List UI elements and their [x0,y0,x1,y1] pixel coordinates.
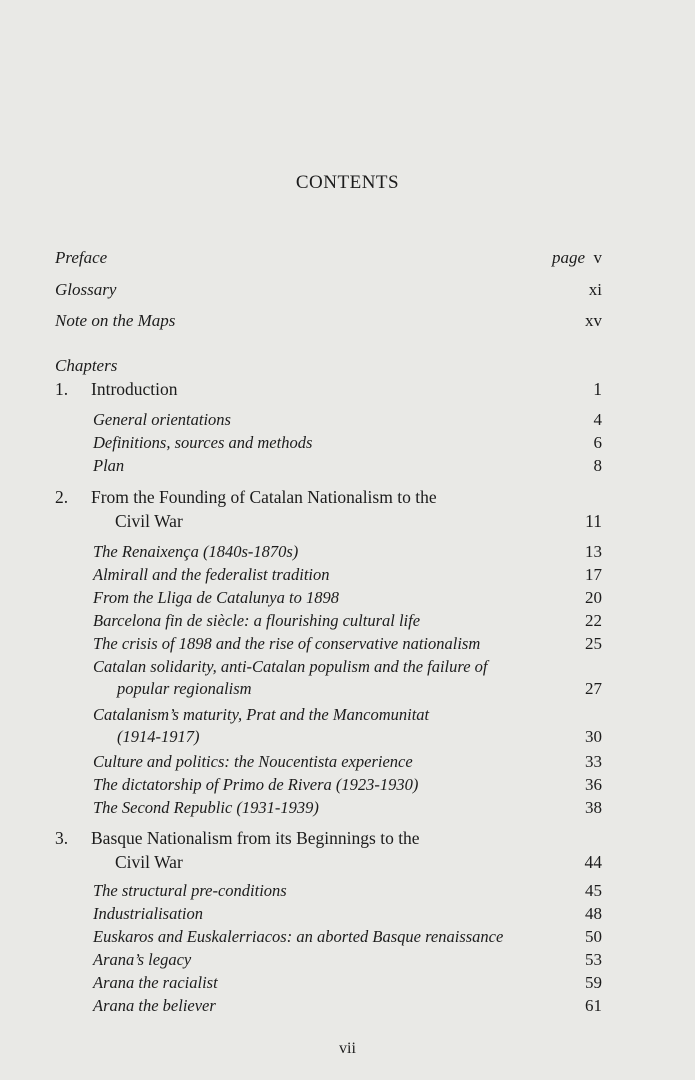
chapter-entry [55,827,602,875]
page-prefix: page [551,248,585,267]
page-number: 33 [585,752,602,771]
section-title: Almirall and the federalist tradition [93,565,330,584]
page-number: 61 [585,996,602,1015]
page-number: xi [588,280,602,299]
page-number: 36 [585,775,602,794]
section-title: Arana the racialist [93,973,218,992]
page-number: 25 [585,634,602,653]
page-number: 53 [585,950,602,969]
section-title: Barcelona fin de siècle: a flourishing cultural life [93,611,421,630]
page-number: 27 [585,679,602,698]
section-title: Plan [93,456,125,475]
entry-title: Glossary [55,280,117,299]
page-folio: vii [339,1040,356,1057]
section-title: General orientations [93,410,231,429]
page-number: 6 [593,433,602,452]
section-entry [93,656,602,700]
entry-title: Note on the Maps [55,311,176,330]
section-title: Euskaros and Euskalerriacos: an aborted Basque renaissance [93,927,504,946]
chapter-title: From the Founding of Catalan Nationalism to the [91,487,437,507]
page-number: 38 [585,798,602,817]
page-number: xv [585,311,602,330]
page-number: 20 [585,588,602,607]
chapter-title: Basque Nationalism from its Beginnings to the [91,828,420,848]
page-number: 48 [585,904,602,923]
section-title: Catalan solidarity, anti-Catalan populism and the failure of [93,657,488,676]
section-title: Culture and politics: the Noucentista experience [93,752,413,771]
page-number: 17 [585,565,602,584]
section-title: Catalanism’s maturity, Prat and the Mancomunitat [93,705,430,724]
chapter-number: 3. [55,828,69,848]
chapters-label: Chapters [55,356,118,375]
section-title: Industrialisation [93,904,204,923]
entry-page [552,247,602,269]
page-number: 30 [585,727,602,746]
section-title: The dictatorship of Primo de Rivera (1923-1930) [93,775,419,794]
chapter-title-continued: Civil War [115,511,183,531]
page-number: 8 [593,456,602,475]
section-title: The structural pre-conditions [93,881,287,900]
chapter-number: 2. [55,487,69,507]
section-title: The Renaixença (1840s-1870s) [93,542,299,561]
section-title: Arana the believer [93,996,216,1015]
section-title-continued: (1914-1917) [117,727,200,746]
section-title: The crisis of 1898 and the rise of conservative nationalism [93,634,481,653]
page-number: 4 [593,410,602,429]
section-title: The Second Republic (1931-1939) [93,798,319,817]
page-number: 22 [585,611,602,630]
page-number: 1 [593,379,602,399]
page-number: 11 [585,511,602,531]
section-title: Arana’s legacy [93,950,192,969]
section-title: Definitions, sources and methods [93,433,313,452]
section-title-continued: popular regionalism [117,679,252,698]
page-number: 44 [584,852,602,872]
section-entry [93,704,602,748]
page-number: 45 [585,881,602,900]
page-number: 13 [585,542,602,561]
chapter-entry [55,486,602,534]
page-number: v [593,248,602,267]
chapter-number: 1. [55,379,69,399]
page-number: 59 [585,973,602,992]
page-title: CONTENTS [295,172,400,193]
chapter-title-continued: Civil War [115,852,183,872]
chapter-title: Introduction [91,379,178,399]
page-number: 50 [585,927,602,946]
entry-title: Preface [55,248,108,267]
section-title: From the Lliga de Catalunya to 1898 [93,588,339,607]
